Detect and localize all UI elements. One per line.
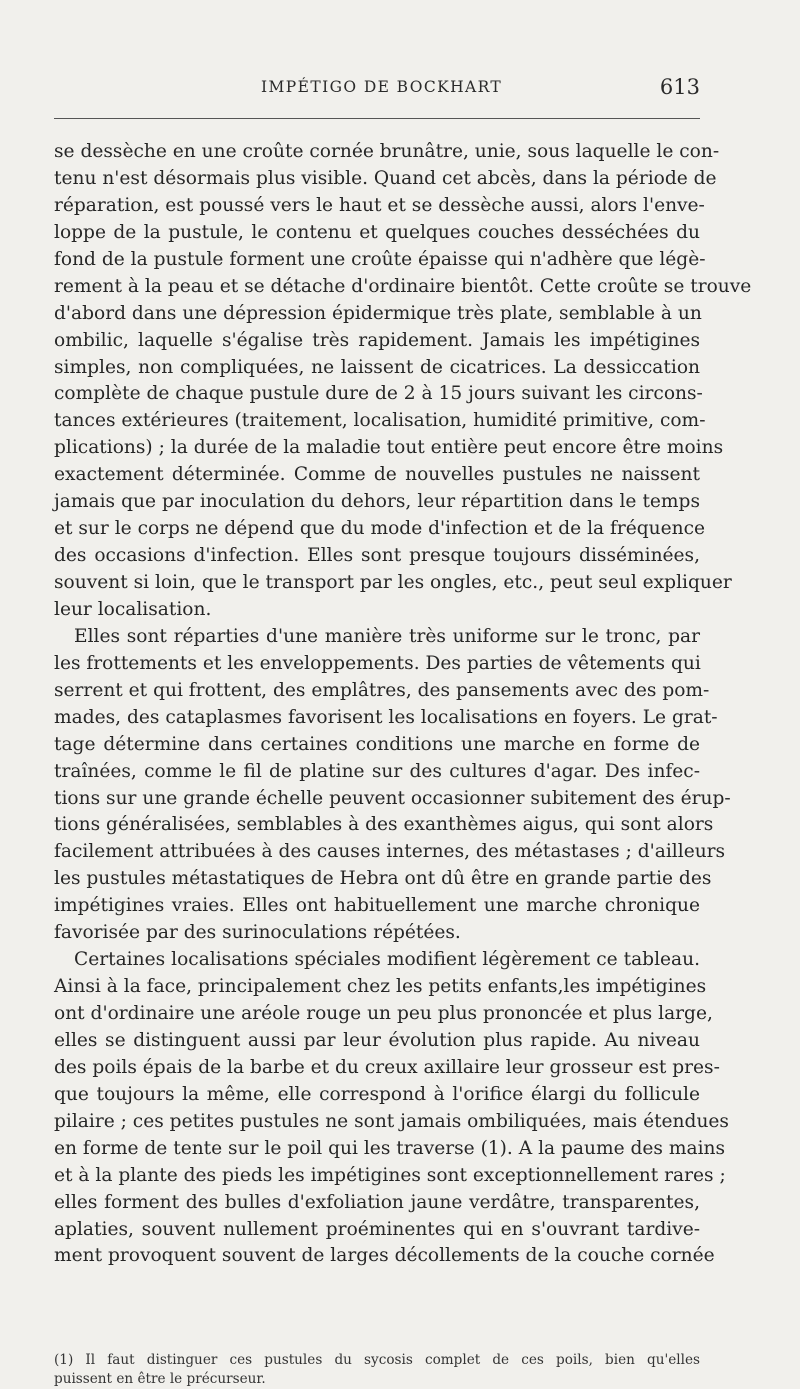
text-line: en forme de tente sur le poil qui les traverse (1). A la paume des mains bbox=[54, 1137, 726, 1159]
page-header bbox=[54, 75, 700, 106]
text-line: mades, des cataplasmes favorisent les localisations en foyers. Le grat- bbox=[54, 706, 718, 728]
text-line: ment provoquent souvent de larges décollements de la couche cornée bbox=[54, 1245, 715, 1267]
text-line: les frottements et les enveloppements. Des parties de vêtements qui bbox=[54, 652, 701, 674]
footnote-line: (1) Il faut distinguer ces pustules du sycosis complet de ces poils, bien qu'elles bbox=[54, 1352, 700, 1368]
text-line: des occasions d'infection. Elles sont presque toujours disséminées, bbox=[54, 545, 700, 567]
text-line: les pustules métastatiques de Hebra ont dû être en grande partie des bbox=[54, 868, 712, 890]
text-line: traînées, comme le fil de platine sur des cultures d'agar. Des infec- bbox=[54, 760, 700, 782]
text-line: tions sur une grande échelle peuvent occasionner subitement des érup- bbox=[54, 787, 731, 809]
text-line: elles forment des bulles d'exfoliation jaune verdâtre, transparentes, bbox=[54, 1191, 700, 1213]
footnote bbox=[54, 1351, 700, 1389]
text-line: souvent si loin, que le transport par les ongles, etc., peut seul expliquer bbox=[54, 572, 732, 593]
text-line: exactement déterminée. Comme de nouvelles pustules ne naissent bbox=[54, 464, 700, 486]
text-line: tions généralisées, semblables à des exanthèmes aigus, qui sont alors bbox=[54, 814, 714, 836]
text-line: d'abord dans une dépression épidermique très plate, semblable à un bbox=[54, 302, 702, 324]
text-line: que toujours la même, elle correspond à l'orifice élargi du follicule bbox=[54, 1083, 700, 1105]
text-line: Certaines localisations spéciales modifient légèrement ce tableau. bbox=[74, 949, 700, 971]
text-line: serrent et qui frottent, des emplâtres, des pansements avec des pom- bbox=[54, 679, 710, 701]
text-line: leur localisation. bbox=[54, 598, 212, 620]
text-line: Elles sont réparties d'une manière très uniforme sur le tronc, par bbox=[74, 625, 700, 647]
text-line: tances extérieures (traitement, localisation, humidité primitive, com- bbox=[54, 410, 706, 432]
text-line: réparation, est poussé vers le haut et se dessèche aussi, alors l'enve- bbox=[54, 194, 705, 216]
text-line: favorisée par des surinoculations répétées. bbox=[54, 922, 461, 944]
text-line: simples, non compliquées, ne laissent de cicatrices. La dessiccation bbox=[54, 356, 700, 378]
text-line: et à la plante des pieds les impétigines sont exceptionnellement rares ; bbox=[54, 1164, 726, 1186]
text-line: ont d'ordinaire une aréole rouge un peu plus prononcée et plus large, bbox=[54, 1003, 713, 1024]
footnote-line: puissent en être le précurseur. bbox=[54, 1371, 266, 1387]
text-line: facilement attribuées à des causes internes, des métastases ; d'ailleurs bbox=[54, 841, 726, 863]
text-line: plications) ; la durée de la maladie tout entière peut encore être moins bbox=[54, 437, 724, 459]
text-line: elles se distinguent aussi par leur évolution plus rapide. Au niveau bbox=[54, 1029, 700, 1051]
text-line: jamais que par inoculation du dehors, leur répartition dans le temps bbox=[54, 491, 700, 513]
text-line: rement à la peau et se détache d'ordinaire bientôt. Cette croûte se trouve bbox=[54, 275, 752, 297]
text-line: Ainsi à la face, principalement chez les petits enfants,les impétigines bbox=[54, 976, 707, 998]
text-line: tage détermine dans certaines conditions une marche en forme de bbox=[54, 733, 700, 755]
text-line: se dessèche en une croûte cornée brunâtre, unie, sous laquelle le con- bbox=[54, 141, 720, 162]
text-line: des poils épais de la barbe et du creux axillaire leur grosseur est pres- bbox=[54, 1056, 720, 1078]
text-line: ombilic, laquelle s'égalise très rapidement. Jamais les impétigines bbox=[54, 329, 700, 351]
text-line: tenu n'est désormais plus visible. Quand cet abcès, dans la période de bbox=[54, 167, 717, 189]
text-line: loppe de la pustule, le contenu et quelques couches desséchées du bbox=[54, 221, 700, 243]
text-line: impétigines vraies. Elles ont habituellement une marche chronique bbox=[54, 895, 700, 917]
text-line: et sur le corps ne dépend que du mode d'infection et de la fréquence bbox=[54, 518, 706, 540]
text-line: complète de chaque pustule dure de 2 à 15 jours suivant les circons- bbox=[54, 383, 703, 405]
header-rule bbox=[54, 118, 700, 119]
text-line: pilaire ; ces petites pustules ne sont jamais ombiliquées, mais étendues bbox=[54, 1110, 729, 1132]
text-line: aplaties, souvent nullement proéminentes qui en s'ouvrant tardive- bbox=[54, 1218, 700, 1240]
text-line: fond de la pustule forment une croûte épaisse qui n'adhère que légè- bbox=[54, 248, 706, 270]
page-number: 613 bbox=[659, 75, 700, 99]
running-title: IMPÉTIGO DE BOCKHART bbox=[261, 78, 503, 96]
body-text bbox=[54, 139, 752, 1270]
